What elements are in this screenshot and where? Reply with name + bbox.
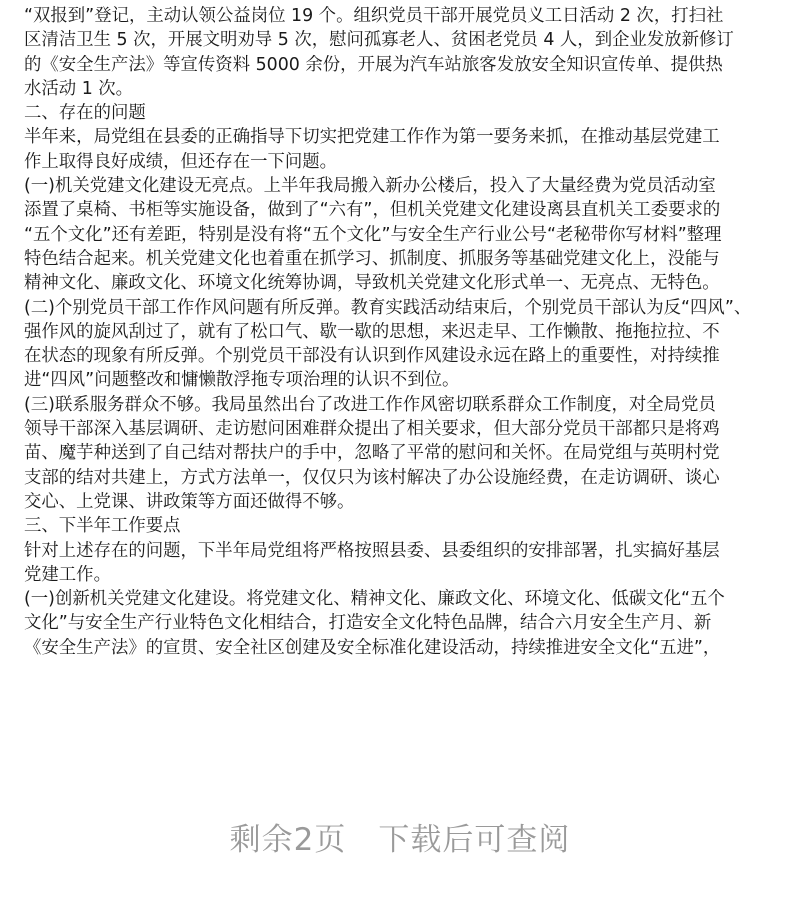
- text-line: 在状态的现象有所反弹。个别党员干部没有认识到作风建设永远在路上的重要性，对持续推: [24, 346, 720, 367]
- download-prompt-link[interactable]: 剩余2页 下载后可查阅: [229, 822, 571, 858]
- text-line: 党建工作。: [24, 564, 111, 585]
- text-line: 苗、魔芋种送到了自己结对帮扶户的手中，忽略了平常的慰问和关怀。在局党组与英明村党: [24, 443, 720, 464]
- text-line: 针对上述存在的问题，下半年局党组将严格按照县委、县委组织的安排部署，扎实搞好基层: [24, 540, 720, 561]
- download-prompt: [0, 814, 800, 859]
- section-heading: 二、存在的问题: [24, 103, 146, 124]
- text-line: (三)联系服务群众不够。我局虽然出台了改进工作作风密切联系群众工作制度，对全局党员: [24, 394, 716, 415]
- document-body: [24, 4, 784, 660]
- text-line: 强作风的旋风刮过了，就有了松口气、歇一歇的思想，来迟走早、工作懒散、拖拖拉拉、不: [24, 321, 720, 342]
- text-line: 水活动 1 次。: [24, 78, 134, 99]
- text-line: 添置了桌椅、书柜等实施设备，做到了“六有”，但机关党建文化建设离县直机关工委要求的: [24, 200, 721, 221]
- text-line: 文化”与安全生产行业特色文化相结合，打造安全文化特色品牌，结合六月安全生产月、新: [24, 613, 712, 634]
- text-line: 特色结合起来。机关党建文化也着重在抓学习、抓制度、抓服务等基础党建文化上，没能与: [24, 248, 720, 269]
- text-line: (一)机关党建文化建设无亮点。上半年我局搬入新办公楼后，投入了大量经费为党员活动室: [24, 176, 716, 197]
- text-line: 半年来，局党组在县委的正确指导下切实把党建工作作为第一要务来抓，在推动基层党建工: [24, 127, 720, 148]
- text-line: 《安全生产法》的宣贯、安全社区创建及安全标准化建设活动，持续推进安全文化“五进”，: [24, 637, 721, 658]
- text-line: 作上取得良好成绩，但还存在一下问题。: [24, 151, 338, 172]
- text-line: 的《安全生产法》等宣传资料 5000 余份，开展为汽车站旅客发放安全知识宣传单、提供热: [24, 54, 723, 75]
- text-line: 区清洁卫生 5 次，开展文明劝导 5 次，慰问孤寡老人、贫困老党员 4 人，到企业发放新修订: [24, 30, 734, 51]
- text-line: “双报到”登记，主动认领公益岗位 19 个。组织党员干部开展党员义工日活动 2 次，打扫社: [24, 6, 724, 26]
- text-line: “五个文化”还有差距，特别是没有将“五个文化”与安全生产行业公号“老秘带你写材料”整理: [24, 224, 722, 245]
- section-heading: 三、下半年工作要点: [24, 516, 181, 537]
- text-line: 领导干部深入基层调研、走访慰问困难群众提出了相关要求，但大部分党员干部都只是将鸡: [24, 419, 720, 440]
- text-line: 交心、上党课、讲政策等方面还做得不够。: [24, 491, 355, 512]
- text-line: 支部的结对共建上，方式方法单一，仅仅只为该村解决了办公设施经费，在走访调研、谈心: [24, 467, 720, 488]
- text-line: 进“四风”问题整改和慵懒散浮拖专项治理的认识不到位。: [24, 370, 460, 391]
- text-line: 精神文化、廉政文化、环境文化统筹协调，导致机关党建文化形式单一、无亮点、无特色。: [24, 273, 720, 294]
- text-line: (一)创新机关党建文化建设。将党建文化、精神文化、廉政文化、环境文化、低碳文化“五个: [24, 589, 725, 610]
- text-line: (二)个别党员干部工作作风问题有所反弹。教育实践活动结束后，个别党员干部认为反“四风”、: [24, 297, 752, 318]
